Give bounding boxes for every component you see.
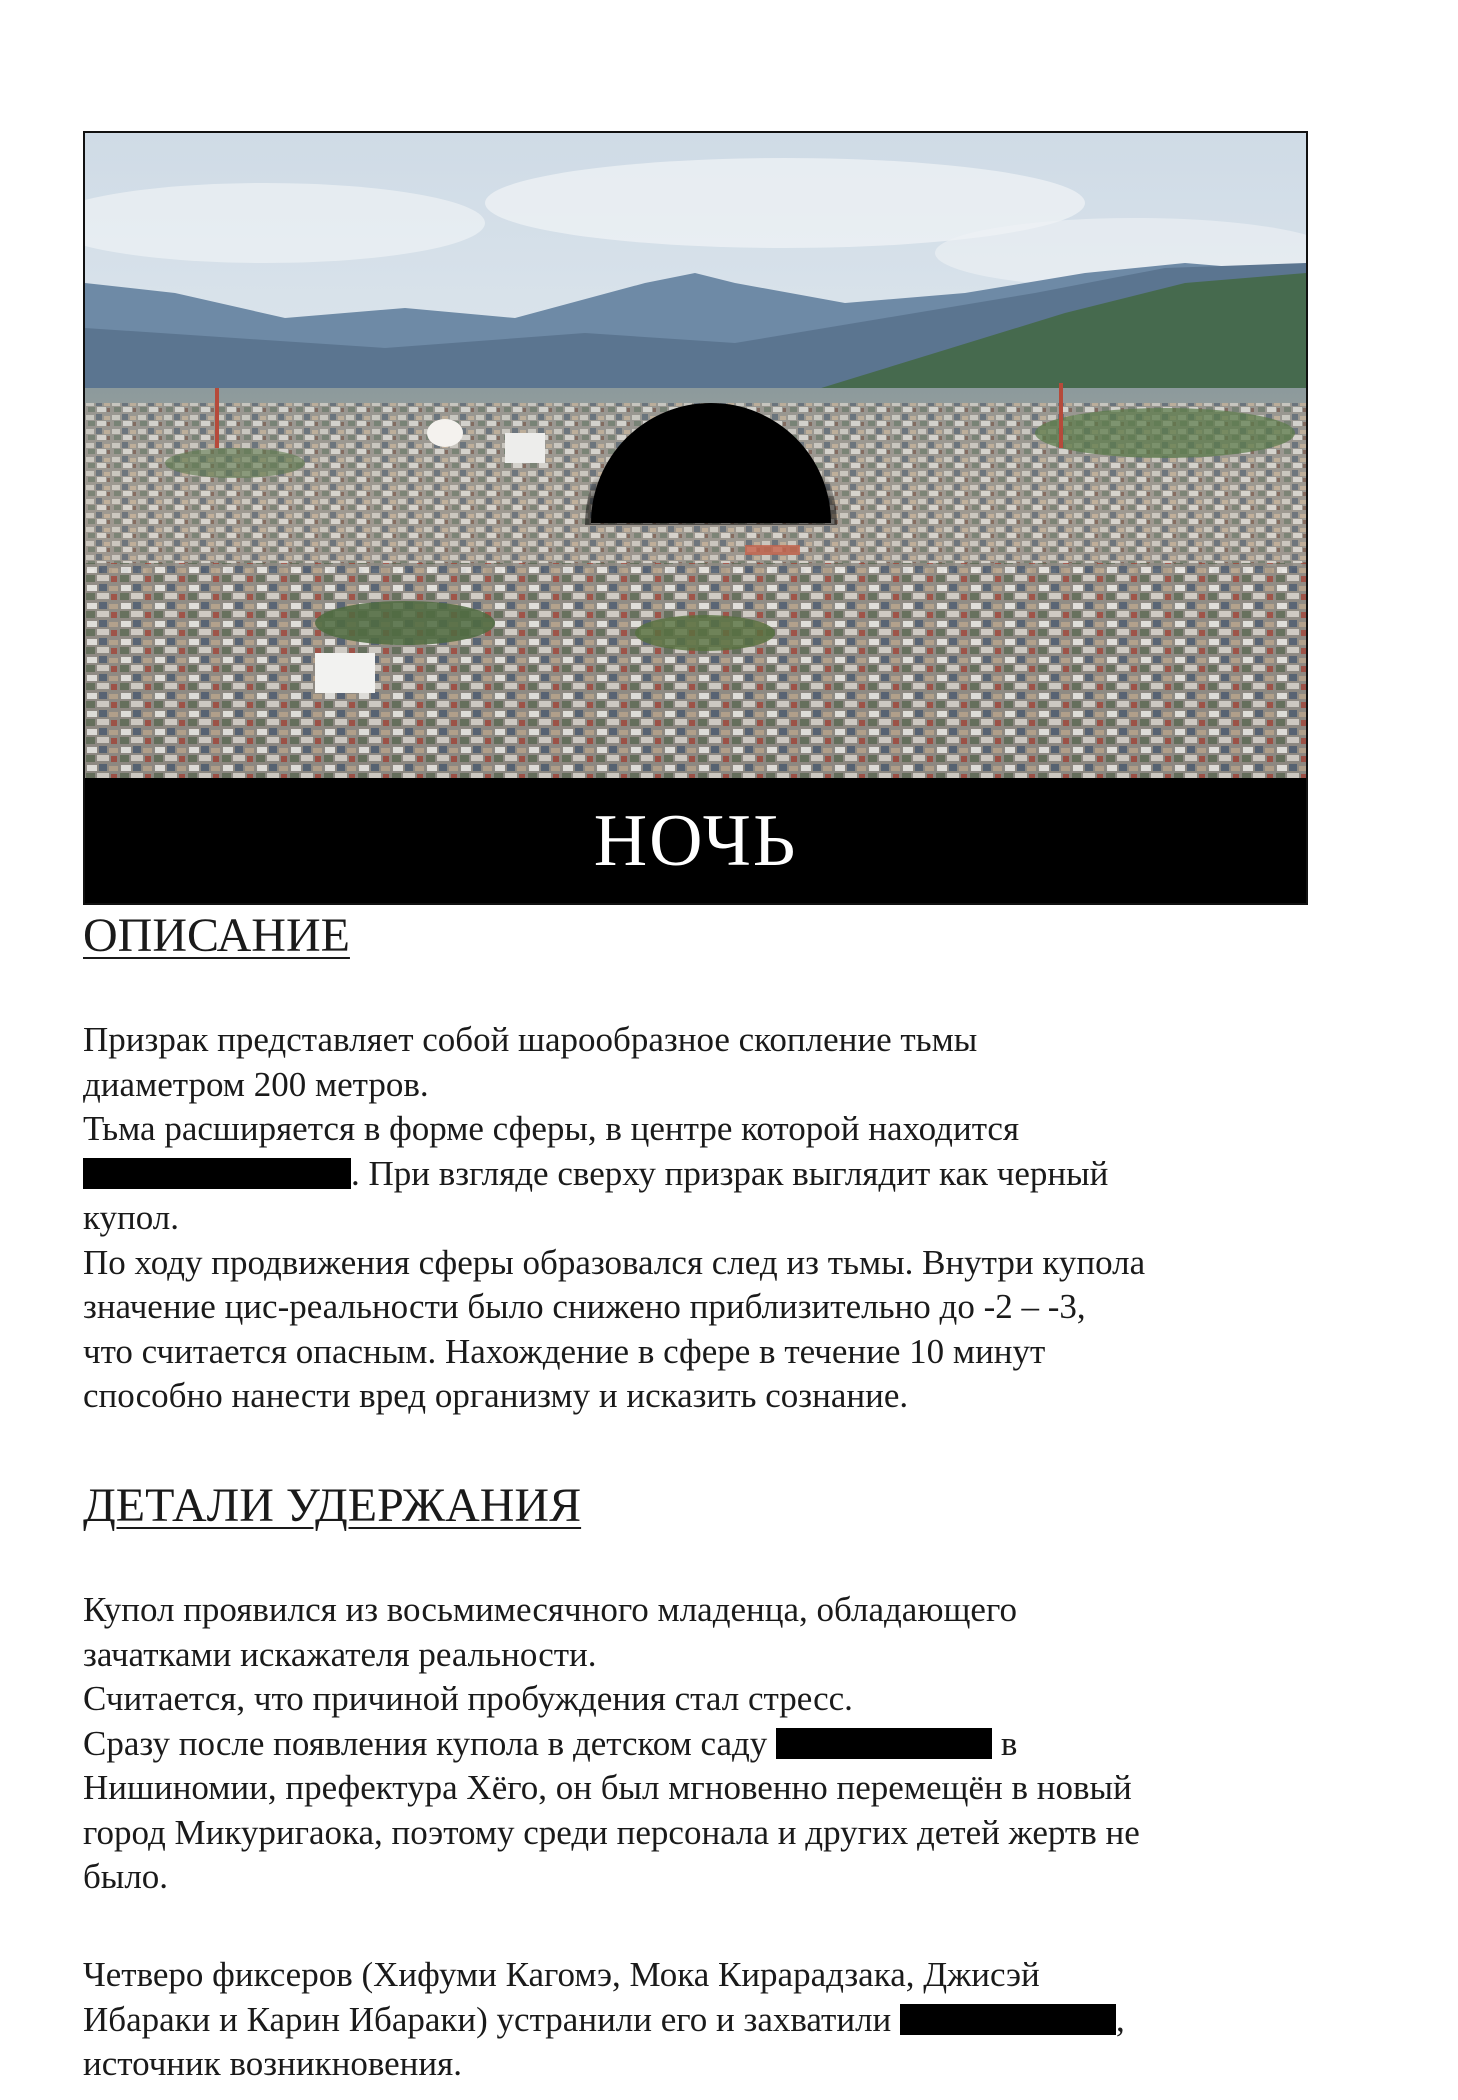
desc-line: . При взгляде сверху призрак выглядит как черный — [351, 1153, 1109, 1193]
cont-line: Нишиномии, префектура Хёго, он был мгновенно перемещён в новый — [83, 1768, 1132, 1807]
cont-line: Купол проявился из восьмимесячного младенца, обладающего — [83, 1590, 1017, 1629]
caption-band — [85, 778, 1306, 903]
cont-line: в — [1000, 1723, 1018, 1763]
containment-paragraph-1 — [83, 1588, 1383, 1900]
cont-line: Сразу после появления купола в детском саду — [83, 1723, 768, 1763]
desc-line: диаметром 200 метров. — [83, 1064, 429, 1104]
redaction-bar — [776, 1728, 992, 1759]
cont-line: источник возникновения. — [83, 2044, 462, 2083]
desc-line: способно нанести вред организму и исказить сознание. — [83, 1376, 909, 1415]
cont-line: , — [1116, 1999, 1125, 2039]
figure-frame — [83, 131, 1308, 905]
redaction-bar — [83, 1158, 351, 1189]
cont-line: Считается, что причиной пробуждения стал стресс. — [83, 1679, 853, 1718]
desc-line: Призрак представляет собой шарообразное скопление тьмы — [83, 1020, 978, 1059]
city-landscape-photo — [85, 133, 1306, 778]
description-heading: ОПИСАНИЕ — [83, 909, 350, 962]
containment-paragraph-2 — [83, 1953, 1383, 2087]
desc-line: значение цис-реальности было снижено приблизительно до -2 – -3, — [83, 1287, 1086, 1326]
cont-line: город Микуригаока, поэтому среди персонала и других детей жертв не — [83, 1812, 1140, 1852]
cont-line: Ибараки и Карин Ибараки) устранили его и захватили — [83, 1999, 892, 2039]
containment-heading: ДЕТАЛИ УДЕРЖАНИЯ — [83, 1479, 582, 1532]
figure-caption: НОЧЬ — [593, 799, 798, 882]
cont-line: было. — [83, 1857, 169, 1896]
desc-line: купол. — [83, 1198, 179, 1237]
desc-line: что считается опасным. Нахождение в сфере в течение 10 минут — [83, 1331, 1046, 1371]
cont-line: зачатками искажателя реальности. — [83, 1634, 597, 1674]
desc-line: По ходу продвижения сферы образовался след из тьмы. Внутри купола — [83, 1242, 1146, 1282]
cont-line: Четверо фиксеров (Хифуми Кагомэ, Мока Кирарадзака, Джисэй — [83, 1955, 1040, 1994]
description-paragraph — [83, 1018, 1383, 1419]
desc-line: Тьма расширяется в форме сферы, в центре которой находится — [83, 1109, 1020, 1148]
redaction-bar — [900, 2004, 1116, 2035]
